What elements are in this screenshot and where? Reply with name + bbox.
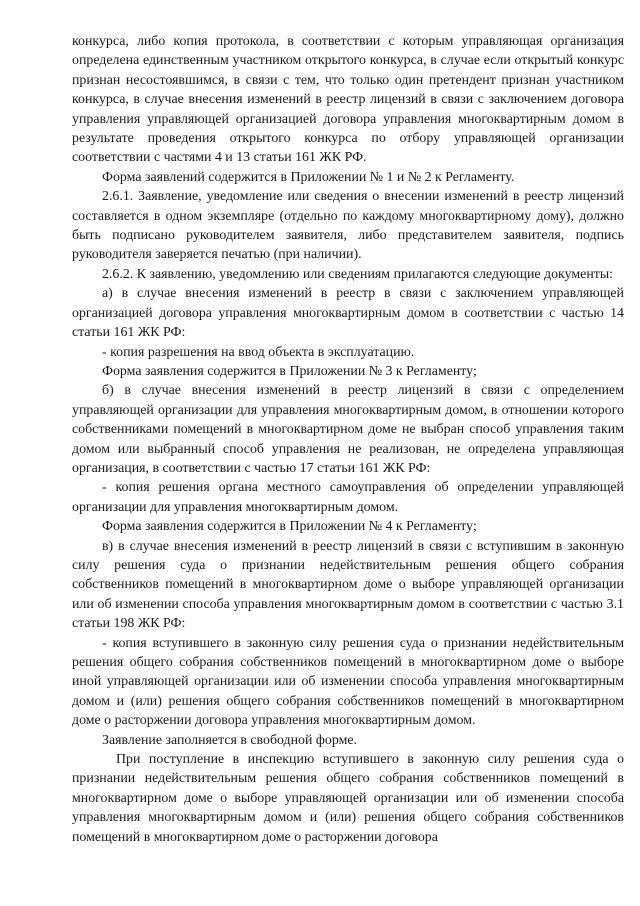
paragraph-item-b-doc: - копия решения органа местного самоуправления об определении управляющей организации для управления многоквартирным домом. [72, 480, 624, 515]
paragraph-form-4: Форма заявления содержится в Приложении № 4 к Регламенту; [102, 519, 477, 535]
paragraph-2-6-1: 2.6.1. Заявление, уведомление или сведения о внесении изменений в реестр лицензий составляется в одном экземпляре (отдельно по каждому многоквартирному дому), должно быть подписано руководителем заявителя, либо представителем заявителя, подпись руководителя заверяется печатью (при наличии). [72, 189, 624, 263]
paragraph-item-v: в) в случае внесения изменений в реестр лицензий в связи с вступившим в законную силу решения суда о признании недействительным решения общего собрания собственников помещений в многоквартирном доме о выборе управляющей организации или об изменении способа управления многоквартирным домом в соответствии с частью 3.1 статьи 198 ЖК РФ: [72, 538, 624, 632]
paragraph-forms-1-2: Форма заявлений содержится в Приложении № 1 и № 2 к Регламенту. [102, 169, 515, 185]
paragraph-item-v-doc: - копия вступившего в законную силу решения суда о признании недействительным решения общего собрания собственников помещений в многоквартирном доме о выборе иной управляющей организации или об изменении способа управления многоквартирным домом и (или) решения общего собрания собственников помещений в многоквартирном доме о расторжении договора управления многоквартирным домом. [72, 635, 624, 729]
paragraph-item-a-doc: - копия разрешения на ввод объекта в эксплуатацию. [102, 344, 415, 360]
paragraph-item-a: а) в случае внесения изменений в реестр в связи с заключением управляющей организацией договора управления многоквартирным домом в соответствии с частью 14 статьи 161 ЖК РФ: [72, 286, 624, 341]
paragraph-item-b: б) в случае внесения изменений в реестр лицензий в связи с определением управляющей организации для управления многоквартирным домом, в отношении которого собственниками помещений в многоквартирном доме не выбран способ управления таким домом или выбранный способ управления не реализован, не определена управляющая организация, в соответствии с частью 17 статьи 161 ЖК РФ: [72, 383, 624, 476]
paragraph-free-form: Заявление заполняется в свободной форме. [102, 732, 358, 748]
paragraph-court-decision: При поступление в инспекцию вступившего в законную силу решения суда о признании недействительным решения общего собрания собственников помещений в многоквартирном доме о выборе управляющей организации или об изменении способа управления многоквартирным домом и (или) решения общего собрания собственников помещений в многоквартирном доме о расторжении договора [72, 752, 624, 845]
paragraph-form-3: Форма заявления содержится в Приложении № 3 к Регламенту; [102, 363, 477, 379]
paragraph-2-6-2: 2.6.2. К заявлению, уведомлению или сведениям прилагаются следующие документы: [102, 266, 614, 282]
paragraph-contest-continuation: конкурса, либо копия протокола, в соответствии с которым управляющая организация определена единственным участником открытого конкурса, в случае если открытый конкурс признан несостоявшимся, в связи с тем, что только один претендент признан участником конкурса, в случае внесения изменений в реестр лицензий в связи с заключением договора управления управляющей организацией договора управления многоквартирным домом в результате проведения открытого конкурса по отбору управляющей организации соответствии с частями 4 и 13 статьи 161 ЖК РФ. [72, 34, 624, 166]
